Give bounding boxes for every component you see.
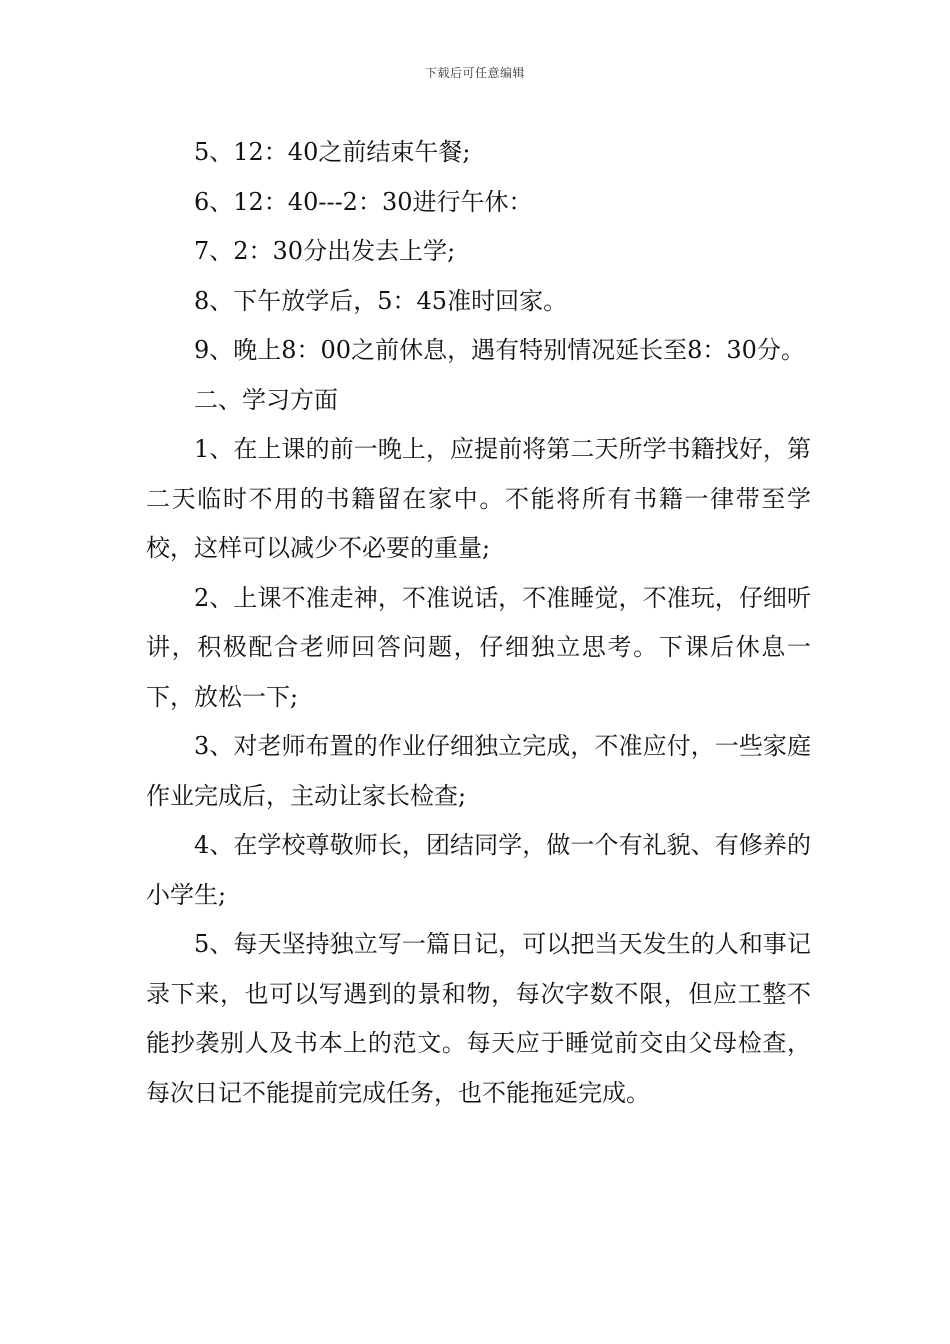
paragraph-daily-diary: 5、每天坚持独立写一篇日记，可以把当天发生的人和事记录下来，也可以写遇到的景和物，每次字数不限，但应工整不能抄袭别人及书本上的范文。每天应于睡觉前交由父母检查，每次日记不能提前完成任务，也不能拖延完成。 [146, 930, 811, 1107]
paragraph-return-home: 8、下午放学后，5：45准时回家。 [194, 286, 568, 315]
document-body [146, 128, 811, 1118]
paragraph-leave-for-school: 7、2：30分出发去上学; [194, 237, 456, 265]
paragraph-respect-teachers: 4、在学校尊敬师长，团结同学，做一个有礼貌、有修养的小学生; [146, 831, 811, 909]
page-header-note: 下载后可任意编辑 [424, 66, 525, 80]
paragraph-prepare-books: 1、在上课的前一晚上，应提前将第二天所学书籍找好，第二天临时不用的书籍留在家中。不能将所有书籍一律带至学校，这样可以减少不必要的重量; [146, 435, 811, 562]
paragraph-lunch-end: 5、12：40之前结束午餐; [194, 138, 471, 166]
paragraph-bedtime: 9、晚上8：00之前休息，遇有特别情况延长至8：30分。 [194, 336, 805, 364]
paragraph-class-behavior: 2、上课不准走神，不准说话，不准睡觉，不准玩，仔细听讲，积极配合老师回答问题，仔细独立思考。下课后休息一下，放松一下; [146, 583, 811, 711]
section-heading-study: 二、学习方面 [194, 385, 338, 414]
paragraph-nap-time: 6、12：40---2：30进行午休： [194, 187, 533, 216]
paragraph-homework: 3、对老师布置的作业仔细独立完成，不准应付，一些家庭作业完成后，主动让家长检查; [146, 732, 811, 810]
